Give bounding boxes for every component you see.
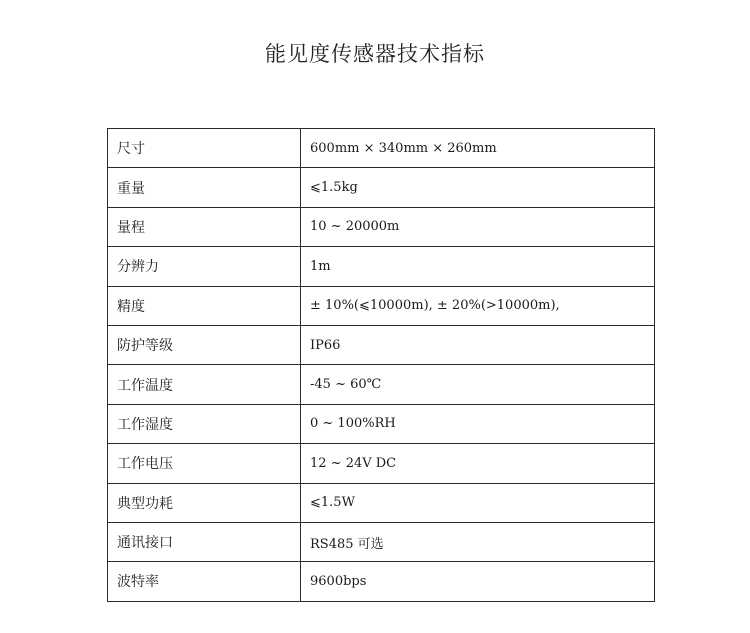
- table-row-operating-humidity: [108, 404, 655, 443]
- spec-value: IP66: [301, 325, 655, 364]
- spec-value: ⩽1.5kg: [301, 168, 655, 207]
- table-row-resolution: [108, 247, 655, 286]
- spec-label: 精度: [108, 286, 301, 325]
- table-row-size: [108, 129, 655, 168]
- spec-value: 12 ~ 24V DC: [301, 444, 655, 483]
- spec-label: 工作温度: [108, 365, 301, 404]
- page-title: 能见度传感器技术指标: [265, 42, 485, 66]
- spec-table: [107, 128, 655, 602]
- table-row-operating-voltage: [108, 444, 655, 483]
- spec-label: 重量: [108, 168, 301, 207]
- table-row-operating-temperature: [108, 365, 655, 404]
- spec-value: ⩽1.5W: [301, 483, 655, 522]
- table-row-interface: [108, 522, 655, 561]
- spec-value: 9600bps: [301, 562, 655, 601]
- spec-label: 波特率: [108, 562, 301, 601]
- spec-label: 工作电压: [108, 444, 301, 483]
- spec-label: 工作湿度: [108, 404, 301, 443]
- table-row-accuracy: [108, 286, 655, 325]
- spec-value: ± 10%(⩽10000m), ± 20%(>10000m),: [301, 286, 655, 325]
- table-row-protection: [108, 325, 655, 364]
- spec-label: 尺寸: [108, 129, 301, 168]
- spec-label: 量程: [108, 207, 301, 246]
- table-row-baud-rate: [108, 562, 655, 601]
- spec-label: 分辨力: [108, 247, 301, 286]
- spec-value: -45 ~ 60℃: [301, 365, 655, 404]
- table-row-power: [108, 483, 655, 522]
- table-row-weight: [108, 168, 655, 207]
- spec-value: RS485 可选: [301, 522, 655, 561]
- spec-label: 防护等级: [108, 325, 301, 364]
- spec-label: 通讯接口: [108, 522, 301, 561]
- table-row-range: [108, 207, 655, 246]
- spec-value: 600mm × 340mm × 260mm: [301, 129, 655, 168]
- spec-label: 典型功耗: [108, 483, 301, 522]
- spec-value: 0 ~ 100%RH: [301, 404, 655, 443]
- spec-value: 1m: [301, 247, 655, 286]
- spec-value: 10 ~ 20000m: [301, 207, 655, 246]
